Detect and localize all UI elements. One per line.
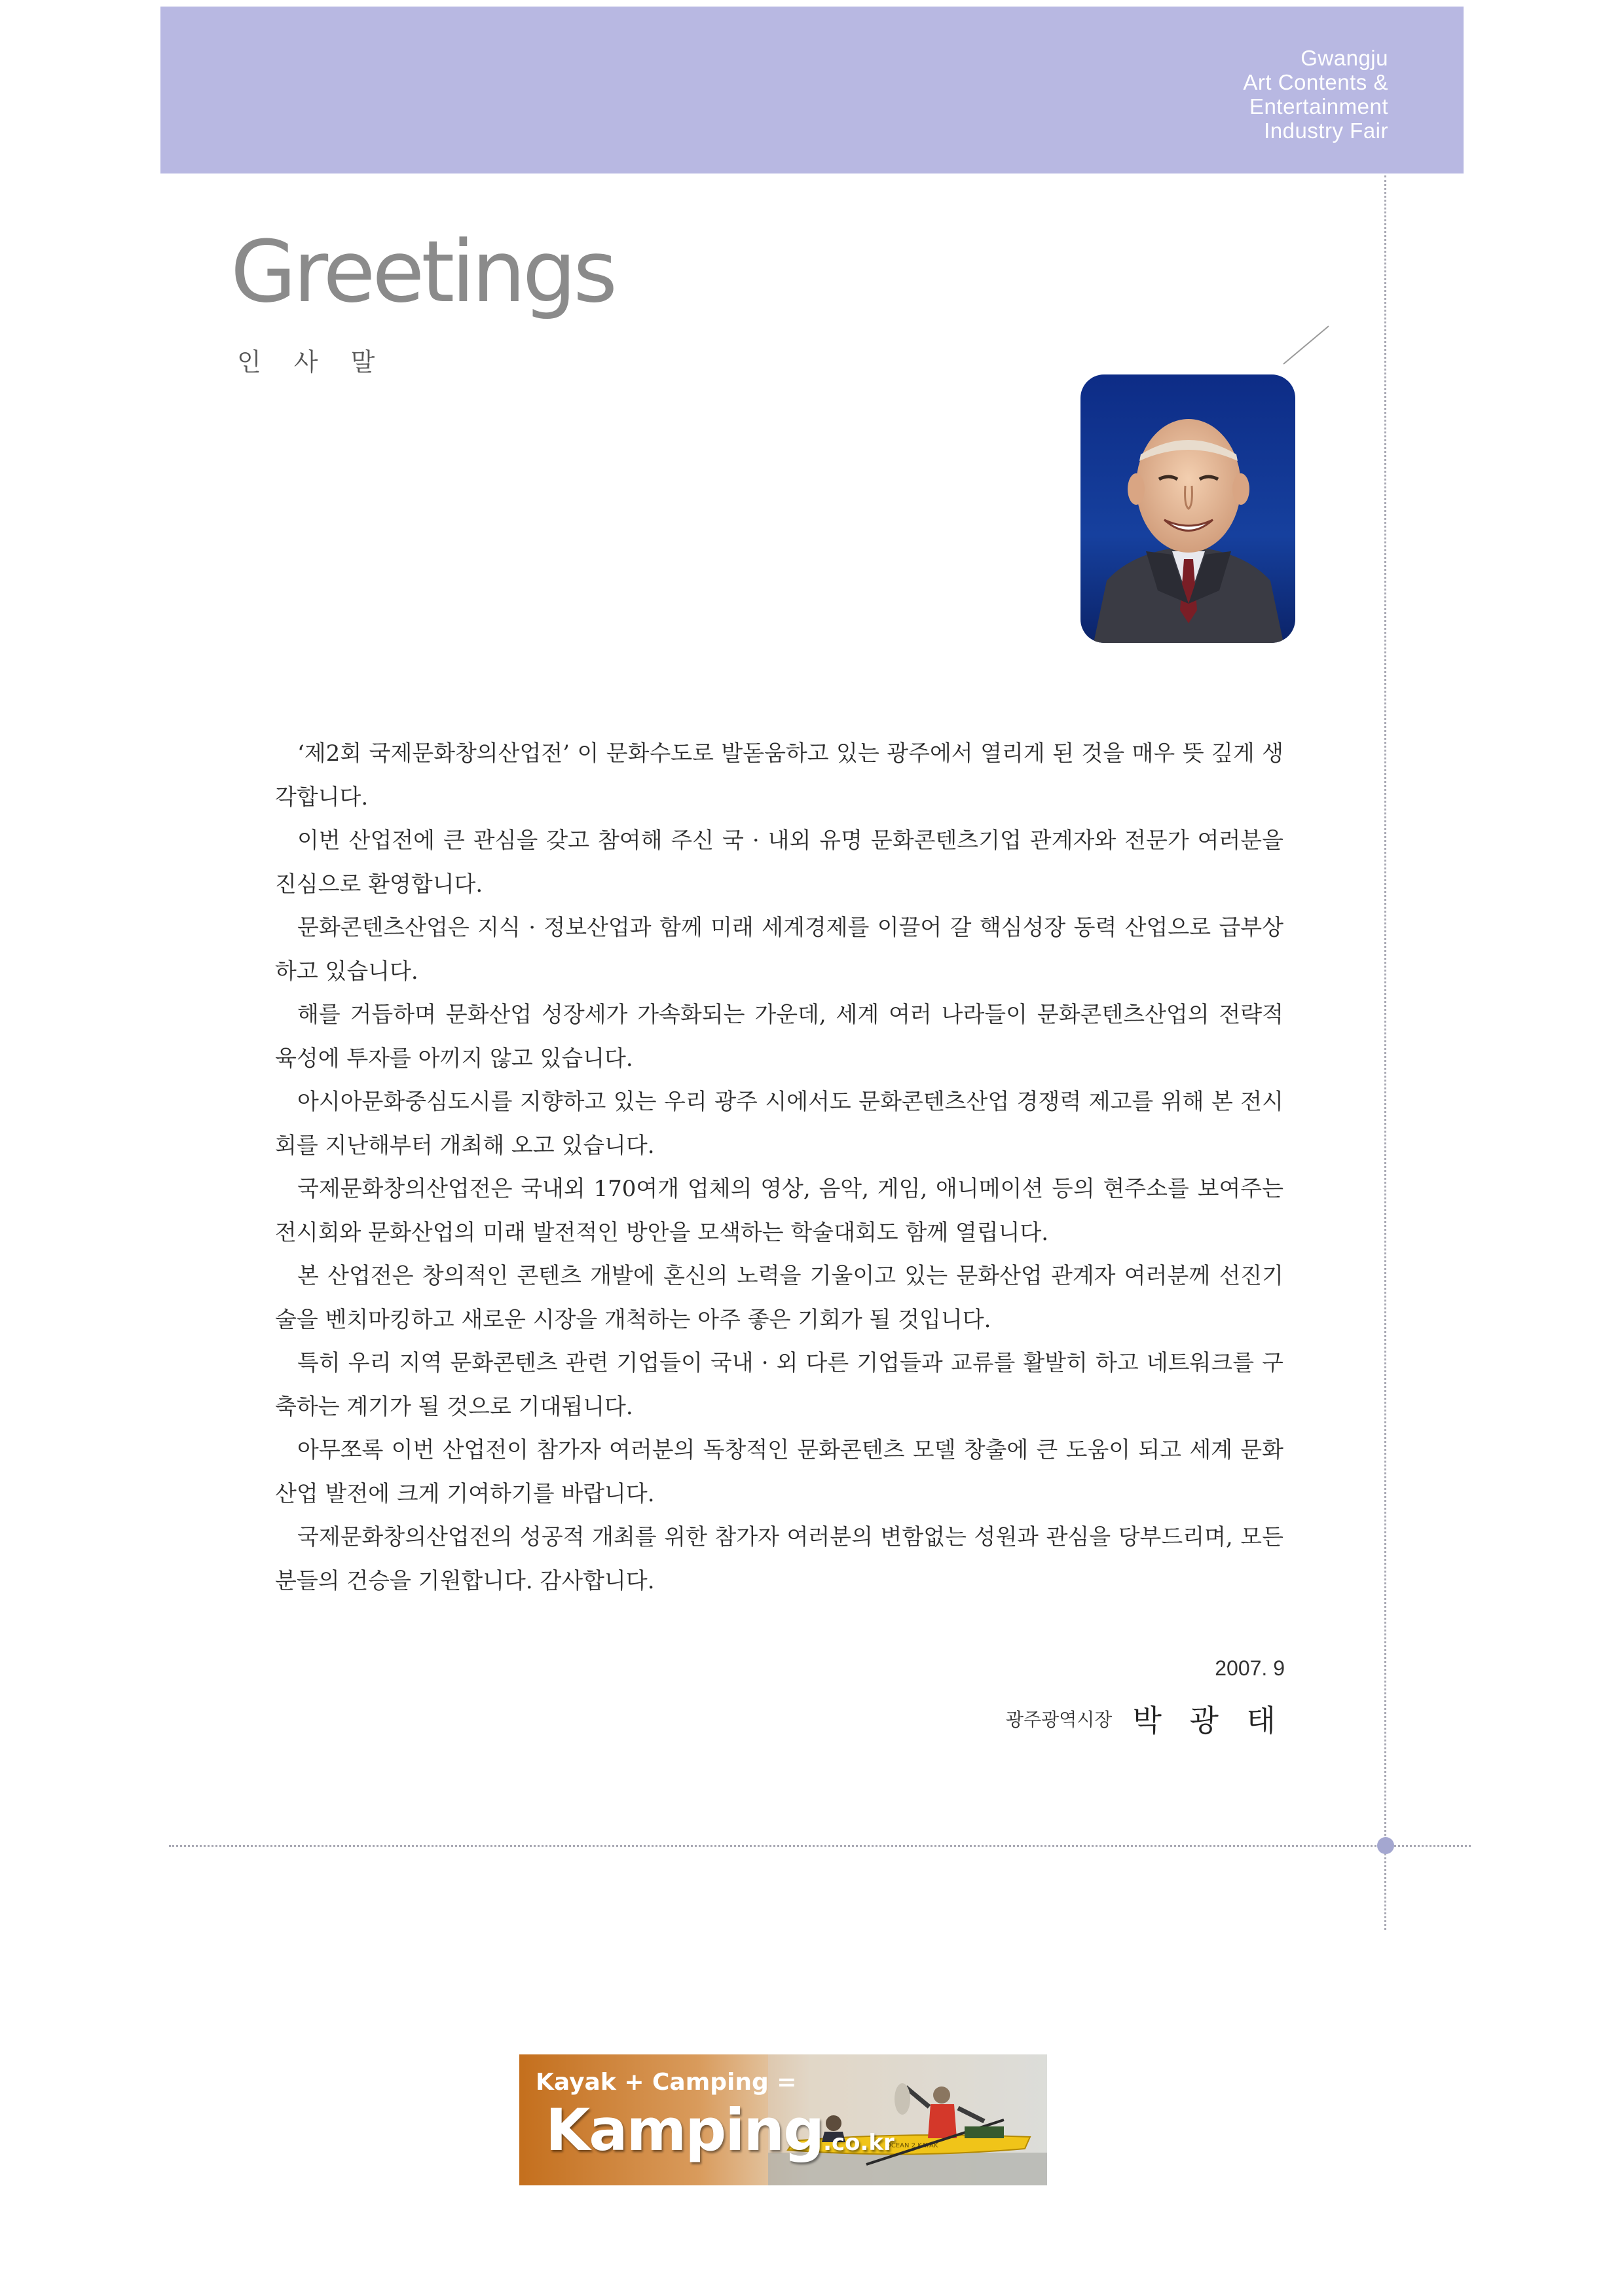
paragraph: 본 산업전은 창의적인 콘텐츠 개발에 혼신의 노력을 기울이고 있는 문화산업 관계자 여러분께 선진기술을 벤치마킹하고 새로운 시장을 개척하는 아주 좋은 기회가 될 것입니다.	[275, 1263, 1283, 1333]
signer-role: 광주광역시장	[1006, 1709, 1113, 1730]
paragraph: 문화콘텐츠산업은 지식 · 정보산업과 함께 미래 세계경제를 이끌어 갈 핵심성장 동력 산업으로 급부상하고 있습니다.	[275, 915, 1283, 985]
paragraph: 해를 거듭하며 문화산업 성장세가 가속화되는 가운데, 세계 여러 나라들이 문화콘텐츠산업의 전략적 육성에 투자를 아끼지 않고 있습니다.	[275, 1002, 1283, 1072]
paragraph: 특히 우리 지역 문화콘텐츠 관련 기업들이 국내 · 외 다른 기업들과 교류를 활발히 하고 네트워크를 구축하는 계기가 될 것으로 기대됩니다.	[275, 1350, 1283, 1420]
greeting-body	[275, 732, 1283, 1603]
fair-title-line: Entertainment	[1249, 94, 1388, 118]
paragraph: 아시아문화중심도시를 지향하고 있는 우리 광주 시에서도 문화콘텐츠산업 경쟁력 제고를 위해 본 전시회를 지난해부터 개최해 오고 있습니다.	[275, 1089, 1283, 1159]
fair-title	[1243, 46, 1388, 143]
photo-pointer-line	[1283, 325, 1329, 364]
ad-brand-logo	[545, 2096, 895, 2164]
letter-date: 2007. 9	[1215, 1656, 1285, 1680]
horizontal-dotted-rule	[169, 1845, 1471, 1847]
kamping-ad-banner[interactable]	[519, 2054, 1047, 2185]
page-title: Greetings	[231, 222, 615, 321]
header-band	[160, 7, 1464, 173]
signer-name: 박 광 태	[1132, 1703, 1285, 1738]
mayor-portrait	[1080, 374, 1295, 643]
paragraph: 아무쪼록 이번 산업전이 참가자 여러분의 독창적인 문화콘텐츠 모델 창출에 큰 도움이 되고 세계 문화산업 발전에 크게 기여하기를 바랍니다.	[275, 1437, 1283, 1507]
ad-headline: Kayak + Camping =	[536, 2069, 797, 2096]
kayak-label: OCEAN 2 KAYAK	[886, 2142, 938, 2149]
ad-brand-name: Kamping	[545, 2096, 824, 2164]
signature-block	[1006, 1697, 1285, 1740]
vertical-dotted-rule	[1384, 175, 1386, 1930]
rule-dot	[1377, 1837, 1394, 1854]
paragraph: 국제문화창의산업전은 국내외 170여개 업체의 영상, 음악, 게임, 애니메이션 등의 현주소를 보여주는 전시회와 문화산업의 미래 발전적인 방안을 모색하는 학술대회도 함께 열립니다.	[275, 1176, 1283, 1246]
paragraph: 이번 산업전에 큰 관심을 갖고 참여해 주신 국 · 내외 유명 문화콘텐츠기업 관계자와 전문가 여러분을 진심으로 환영합니다.	[275, 828, 1283, 898]
fair-title-line: Industry Fair	[1264, 118, 1388, 143]
fair-title-line: Gwangju	[1301, 46, 1388, 70]
paragraph: 국제문화창의산업전의 성공적 개최를 위한 참가자 여러분의 변함없는 성원과 관심을 당부드리며, 모든 분들의 건승을 기원합니다. 감사합니다.	[275, 1524, 1283, 1594]
page-subtitle-korean: 인 사 말	[237, 348, 388, 376]
paragraph: ‘제2회 국제문화창의산업전’ 이 문화수도로 발돋움하고 있는 광주에서 열리게 된 것을 매우 뜻 깊게 생각합니다.	[275, 740, 1283, 811]
fair-title-line: Art Contents &	[1243, 70, 1388, 94]
ad-brand-tld: .co.kr	[823, 2130, 895, 2156]
